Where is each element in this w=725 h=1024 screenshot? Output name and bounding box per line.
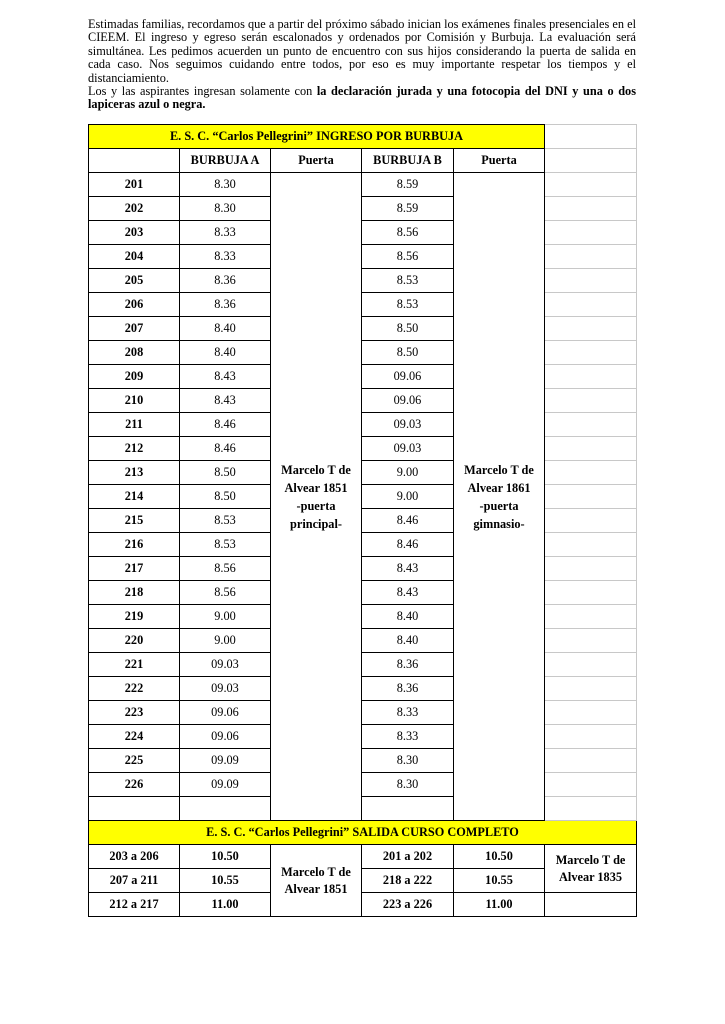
burbuja-b-time: 8.33	[362, 701, 454, 725]
salida-title: E. S. C. “Carlos Pellegrini” SALIDA CURSO COMPLETO	[89, 821, 637, 845]
ingreso-row	[89, 389, 637, 413]
puerta-a-cell-line: -puerta	[296, 498, 336, 513]
empty-cell	[545, 413, 637, 437]
burbuja-a-time: 8.40	[180, 341, 271, 365]
ingreso-row	[89, 509, 637, 533]
burbuja-a-time: 09.09	[180, 773, 271, 797]
salida-row	[89, 845, 637, 869]
burbuja-b-time: 8.50	[362, 341, 454, 365]
burbuja-a-time: 8.56	[180, 557, 271, 581]
comision-cell: 217	[89, 557, 180, 581]
ingreso-row	[89, 245, 637, 269]
ingreso-row	[89, 341, 637, 365]
burbuja-a-time: 9.00	[180, 629, 271, 653]
burbuja-a-time: 8.46	[180, 437, 271, 461]
comision-cell: 203	[89, 221, 180, 245]
ingreso-blank-row	[89, 797, 637, 821]
salida-puerta-b-cell-line: Alvear 1835	[559, 869, 623, 884]
empty-cell	[545, 221, 637, 245]
burbuja-b-time: 8.59	[362, 197, 454, 221]
comision-cell: 207	[89, 317, 180, 341]
burbuja-a-time: 8.33	[180, 221, 271, 245]
comision-cell: 211	[89, 413, 180, 437]
ingreso-row	[89, 173, 637, 197]
salida-puerta-a-cell-line: Alvear 1851	[284, 881, 348, 896]
comision-cell: 214	[89, 485, 180, 509]
comision-cell: 221	[89, 653, 180, 677]
salida-time-b: 11.00	[454, 893, 545, 917]
burbuja-b-time: 09.06	[362, 365, 454, 389]
ingreso-row	[89, 557, 637, 581]
ingreso-row	[89, 749, 637, 773]
salida-title-row	[89, 821, 637, 845]
header-burbuja-a: BURBUJA A	[180, 149, 271, 173]
empty-cell	[545, 581, 637, 605]
empty-cell	[545, 797, 637, 821]
burbuja-b-time: 8.33	[362, 725, 454, 749]
salida-time-a: 11.00	[180, 893, 271, 917]
ingreso-row	[89, 701, 637, 725]
comision-cell: 222	[89, 677, 180, 701]
ingreso-header-row	[89, 149, 637, 173]
empty-cell	[89, 797, 180, 821]
burbuja-b-time: 8.53	[362, 293, 454, 317]
salida-range-a: 207 a 211	[89, 869, 180, 893]
empty-cell	[545, 269, 637, 293]
burbuja-b-time: 8.46	[362, 509, 454, 533]
burbuja-b-time: 8.50	[362, 317, 454, 341]
comision-cell: 223	[89, 701, 180, 725]
ingreso-row	[89, 365, 637, 389]
comision-cell: 210	[89, 389, 180, 413]
empty-cell	[545, 317, 637, 341]
burbuja-a-time: 8.30	[180, 173, 271, 197]
empty-cell	[362, 797, 454, 821]
requirements-bold: la declaración jurada y una fotocopia del DNI y una o dos lapiceras azul o negra.	[88, 84, 636, 112]
salida-range-b: 201 a 202	[362, 845, 454, 869]
comision-cell: 224	[89, 725, 180, 749]
header-comision	[89, 149, 180, 173]
ingreso-row	[89, 677, 637, 701]
empty-cell	[545, 149, 637, 173]
puerta-a-cell	[271, 173, 362, 821]
empty-cell	[545, 197, 637, 221]
salida-range-b: 223 a 226	[362, 893, 454, 917]
comision-cell: 201	[89, 173, 180, 197]
puerta-b-cell	[454, 173, 545, 821]
burbuja-b-time: 8.30	[362, 749, 454, 773]
burbuja-b-time: 8.43	[362, 557, 454, 581]
burbuja-a-time: 8.33	[180, 245, 271, 269]
empty-cell	[545, 125, 637, 149]
schedule-body	[89, 125, 637, 917]
salida-puerta-a-cell-line: Marcelo T de	[281, 864, 351, 879]
comision-cell: 226	[89, 773, 180, 797]
ingreso-row	[89, 293, 637, 317]
ingreso-row	[89, 653, 637, 677]
empty-cell	[545, 533, 637, 557]
empty-cell	[180, 797, 271, 821]
comision-cell: 213	[89, 461, 180, 485]
puerta-a-cell-line: Marcelo T de	[281, 462, 351, 477]
puerta-b-cell-line: Alvear 1861	[467, 480, 531, 495]
empty-cell	[545, 701, 637, 725]
burbuja-a-time: 8.36	[180, 293, 271, 317]
burbuja-a-time: 09.06	[180, 725, 271, 749]
salida-time-b: 10.55	[454, 869, 545, 893]
burbuja-b-time: 8.56	[362, 221, 454, 245]
burbuja-b-time: 09.03	[362, 437, 454, 461]
intro-paragraph: Estimadas familias, recordamos que a partir del próximo sábado inician los exámenes finales presenciales en el CIEEM. El ingreso y egreso serán escalonados y ordenados por Comisión y Burbuja. La evaluación será simultánea. Les pedimos acuerden un punto de encuentro con sus hijos considerando la puerta de salida en cada caso. Nos seguimos cuidando entre todos, por eso es muy importante respetar los tiempos y el distanciamiento.	[88, 17, 636, 85]
comision-cell: 219	[89, 605, 180, 629]
ingreso-title: E. S. C. “Carlos Pellegrini” INGRESO POR BURBUJA	[89, 125, 545, 149]
ingreso-row	[89, 461, 637, 485]
comision-cell: 212	[89, 437, 180, 461]
salida-range-b: 218 a 222	[362, 869, 454, 893]
ingreso-row	[89, 773, 637, 797]
empty-cell	[545, 629, 637, 653]
salida-puerta-a-cell	[271, 845, 362, 917]
comision-cell: 218	[89, 581, 180, 605]
requirements-prefix: Los y las aspirantes ingresan solamente con	[88, 84, 317, 99]
empty-cell	[545, 461, 637, 485]
burbuja-a-time: 8.30	[180, 197, 271, 221]
ingreso-row	[89, 533, 637, 557]
puerta-b-cell-line: gimnasio-	[473, 516, 525, 531]
empty-cell	[545, 557, 637, 581]
burbuja-a-time: 8.46	[180, 413, 271, 437]
empty-cell	[545, 509, 637, 533]
header-puerta-a: Puerta	[271, 149, 362, 173]
burbuja-b-time: 8.46	[362, 533, 454, 557]
empty-cell	[545, 389, 637, 413]
burbuja-a-time: 8.40	[180, 317, 271, 341]
header-puerta-b: Puerta	[454, 149, 545, 173]
burbuja-a-time: 09.03	[180, 677, 271, 701]
empty-cell	[545, 725, 637, 749]
empty-cell	[545, 653, 637, 677]
ingreso-row	[89, 629, 637, 653]
ingreso-title-row	[89, 125, 637, 149]
ingreso-row	[89, 437, 637, 461]
ingreso-row	[89, 221, 637, 245]
burbuja-b-time: 8.40	[362, 629, 454, 653]
burbuja-a-time: 8.50	[180, 485, 271, 509]
ingreso-row	[89, 725, 637, 749]
burbuja-b-time: 8.43	[362, 581, 454, 605]
ingreso-row	[89, 269, 637, 293]
comision-cell: 205	[89, 269, 180, 293]
burbuja-b-time: 8.30	[362, 773, 454, 797]
ingreso-row	[89, 581, 637, 605]
empty-cell	[545, 605, 637, 629]
burbuja-b-time: 9.00	[362, 461, 454, 485]
empty-cell	[545, 749, 637, 773]
salida-puerta-b-cell-line: Marcelo T de	[555, 852, 626, 867]
intro-text	[88, 18, 636, 112]
burbuja-a-time: 09.03	[180, 653, 271, 677]
burbuja-b-time: 8.59	[362, 173, 454, 197]
puerta-b-cell-line: -puerta	[479, 498, 519, 513]
empty-cell	[545, 341, 637, 365]
empty-cell	[545, 677, 637, 701]
comision-cell: 206	[89, 293, 180, 317]
salida-puerta-b-cell	[545, 845, 637, 893]
ingreso-row	[89, 413, 637, 437]
salida-time-b: 10.50	[454, 845, 545, 869]
comision-cell: 216	[89, 533, 180, 557]
burbuja-a-time: 09.09	[180, 749, 271, 773]
empty-cell	[545, 173, 637, 197]
burbuja-a-time: 8.43	[180, 365, 271, 389]
burbuja-a-time: 9.00	[180, 605, 271, 629]
empty-cell	[545, 365, 637, 389]
comision-cell: 225	[89, 749, 180, 773]
burbuja-a-time: 8.43	[180, 389, 271, 413]
salida-time-a: 10.55	[180, 869, 271, 893]
header-burbuja-b: BURBUJA B	[362, 149, 454, 173]
empty-cell	[545, 893, 637, 917]
burbuja-b-time: 8.56	[362, 245, 454, 269]
puerta-b-cell-line: Marcelo T de	[464, 462, 534, 477]
empty-cell	[545, 245, 637, 269]
burbuja-a-time: 8.50	[180, 461, 271, 485]
empty-cell	[545, 293, 637, 317]
burbuja-a-time: 09.06	[180, 701, 271, 725]
empty-cell	[545, 485, 637, 509]
salida-range-a: 203 a 206	[89, 845, 180, 869]
ingreso-row	[89, 317, 637, 341]
ingreso-row	[89, 485, 637, 509]
comision-cell: 202	[89, 197, 180, 221]
burbuja-a-time: 8.56	[180, 581, 271, 605]
burbuja-b-time: 8.40	[362, 605, 454, 629]
burbuja-b-time: 9.00	[362, 485, 454, 509]
salida-range-a: 212 a 217	[89, 893, 180, 917]
burbuja-b-time: 09.06	[362, 389, 454, 413]
puerta-a-cell-line: Alvear 1851	[284, 480, 348, 495]
empty-cell	[545, 773, 637, 797]
comision-cell: 208	[89, 341, 180, 365]
comision-cell: 215	[89, 509, 180, 533]
comision-cell: 209	[89, 365, 180, 389]
salida-row	[89, 893, 637, 917]
empty-cell	[545, 437, 637, 461]
ingreso-row	[89, 605, 637, 629]
burbuja-b-time: 09.03	[362, 413, 454, 437]
intro-requirements	[88, 85, 636, 112]
burbuja-b-time: 8.36	[362, 653, 454, 677]
burbuja-b-time: 8.36	[362, 677, 454, 701]
salida-time-a: 10.50	[180, 845, 271, 869]
comision-cell: 204	[89, 245, 180, 269]
burbuja-b-time: 8.53	[362, 269, 454, 293]
schedule-table	[88, 124, 637, 917]
burbuja-a-time: 8.53	[180, 509, 271, 533]
puerta-a-cell-line: principal-	[290, 516, 342, 531]
burbuja-a-time: 8.36	[180, 269, 271, 293]
comision-cell: 220	[89, 629, 180, 653]
burbuja-a-time: 8.53	[180, 533, 271, 557]
ingreso-row	[89, 197, 637, 221]
